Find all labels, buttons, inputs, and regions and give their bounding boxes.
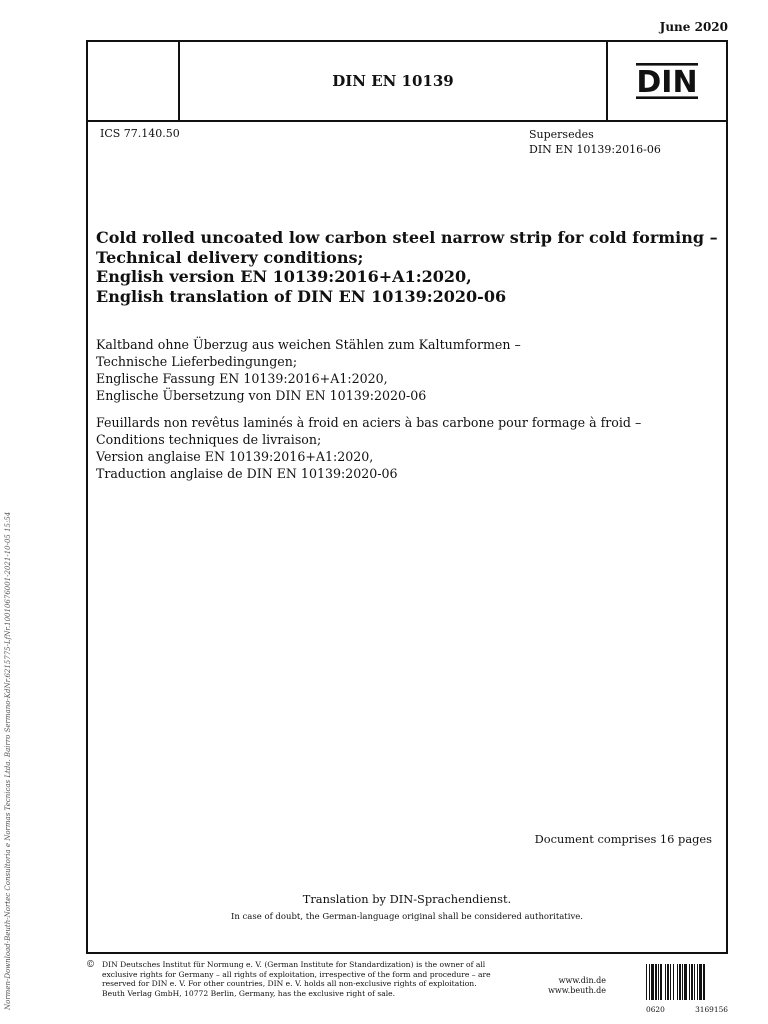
barcode-bar [697,964,698,1000]
download-watermark: Normen-Download-Beuth-Nortec Consultoria e Normas Tecnicas Ltda. Bairro Sermano-KdNr.6215775-LfNr.10010676001-2021-10-05 15:54 [4,511,12,1010]
title-line: English version EN 10139:2016+A1:2020, [96,267,472,286]
supersedes-value: DIN EN 10139:2016-06 [529,143,661,156]
barcode-bar [684,964,687,1000]
french-title [96,414,718,482]
barcode-bar [646,964,647,1000]
header-empty-cell [88,42,180,120]
barcode-bar [682,964,683,1000]
barcode-bar [677,964,678,1000]
barcode-graphic [646,964,728,1000]
publication-date: June 2020 [659,20,728,34]
title-line: Technical delivery conditions; [96,247,364,267]
barcode-bar [679,964,681,1000]
barcode-bar [670,964,671,1000]
barcode-bar [667,964,669,1000]
title-page-frame [86,40,728,954]
supersedes-label: Supersedes [529,128,594,141]
header-number-cell [180,42,608,120]
barcode-right-number: 3169156 [695,1005,728,1014]
copyright-line: DIN Deutsches Institut für Normung e. V. (German Institute for Standardization) is the owner of all [102,960,486,969]
copyright-notice [102,960,512,998]
din-logo-text: DIN [636,65,698,99]
barcode-bar [691,964,693,1000]
copyright-line: exclusive rights for Germany – all rights of exploitation, irrespective of the form and procedure – are [102,969,491,979]
title-line: English translation of DIN EN 10139:2020-06 [96,286,507,306]
barcode-bar [655,964,657,1000]
copyright-line: reserved for DIN e. V. For other countries, DIN e. V. holds all non-exclusive rights of exploitation. [102,979,477,988]
copyright-line: Beuth Verlag GmbH, 10772 Berlin, Germany, has the exclusive right of sale. [102,988,396,998]
ics-code: ICS 77.140.50 [100,127,180,140]
din-logo [636,63,698,99]
french-title-line: Feuillards non revêtus laminés à froid en aciers à bas carbone pour formage à froid – [96,415,642,430]
german-title-line: Englische Übersetzung von DIN EN 10139:2020-06 [96,388,427,403]
barcode-bar [673,964,674,1000]
french-title-line: Traduction anglaise de DIN EN 10139:2020-06 [96,466,398,481]
title-line: Cold rolled uncoated low carbon steel narrow strip for cold forming – [96,228,718,247]
barcode-bar [649,964,650,1000]
document-number: DIN EN 10139 [332,72,454,90]
barcode [646,964,728,1014]
german-title [96,336,718,404]
website-link[interactable]: www.din.de [558,976,606,985]
barcode-bar [703,964,705,1000]
copyright-icon: © [86,960,95,970]
barcode-left-number: 0620 [646,1005,665,1014]
website-link[interactable]: www.beuth.de [548,986,606,995]
supersedes-block [529,127,661,157]
german-title-line: Kaltband ohne Überzug aus weichen Stählen zum Kaltumformen – [96,337,521,352]
footer [86,960,728,1020]
barcode-bar [694,964,695,1000]
barcode-numbers [646,1005,728,1014]
english-title [96,228,718,306]
barcode-bar [658,964,659,1000]
page-count: Document comprises 16 pages [534,832,712,846]
websites [526,976,606,996]
header-row [88,42,726,122]
german-title-line: Technische Lieferbedingungen; [96,354,298,369]
french-title-line: Version anglaise EN 10139:2016+A1:2020, [96,449,374,464]
alternate-titles [96,336,718,482]
french-title-line: Conditions techniques de livraison; [96,432,322,447]
barcode-bar [665,964,666,1000]
german-title-line: Englische Fassung EN 10139:2016+A1:2020, [96,371,388,386]
translation-note: Translation by DIN-Sprachendienst. [302,892,512,906]
barcode-bar [699,964,702,1000]
barcode-bar [689,964,690,1000]
authority-note: In case of doubt, the German-language original shall be considered authoritative. [231,912,583,922]
barcode-bar [660,964,662,1000]
header-logo-cell [608,42,726,120]
barcode-bar [651,964,654,1000]
